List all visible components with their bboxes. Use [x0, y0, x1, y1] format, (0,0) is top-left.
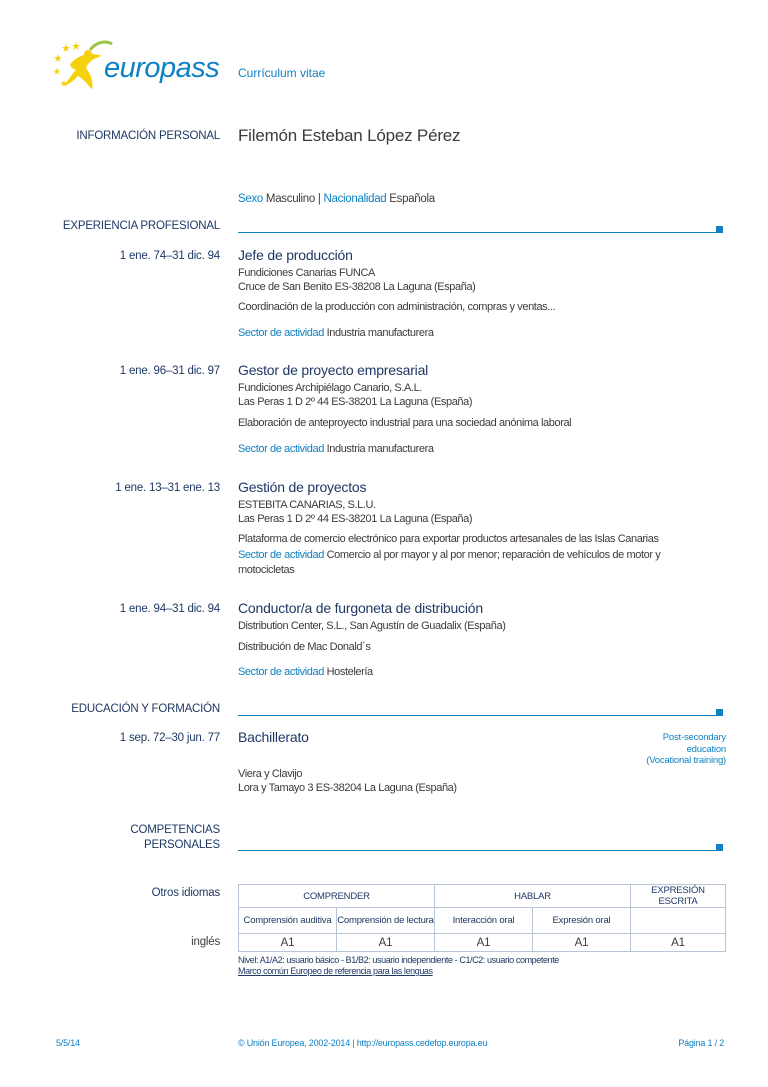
job-employer: Fundiciones Canarias FUNCA	[238, 267, 375, 279]
job-title: Gestor de proyecto empresarial	[238, 362, 429, 378]
nationality-value: Española	[389, 193, 435, 205]
subheader-reading: Comprensión de lectura	[337, 908, 435, 934]
competences-section-label	[130, 823, 220, 853]
framework-link[interactable]: Marco común Europeo de referencia para las lenguas	[238, 966, 433, 976]
nationality-label: Nacionalidad	[323, 193, 387, 205]
job-address: Las Peras 1 D 2º 44 ES-38201 La Laguna (España)	[238, 513, 473, 525]
subheader-interaction: Interacción oral	[435, 908, 533, 934]
job-sector-cont: motocicletas	[238, 564, 295, 576]
education-title: Bachillerato	[238, 729, 309, 745]
sector-label: Sector de actividad	[238, 327, 324, 339]
competences-label-line-1: COMPETENCIAS	[130, 824, 220, 836]
footer-page: Página 1 / 2	[678, 1038, 724, 1048]
level-writing: A1	[631, 934, 726, 952]
footer-date: 5/5/14	[56, 1038, 80, 1048]
job-dates: 1 ene. 74–31 dic. 94	[119, 250, 220, 262]
job-sector	[238, 327, 434, 339]
level-production: A1	[533, 934, 631, 952]
education-level-line-3: (Vocational training)	[646, 755, 726, 766]
level-interaction: A1	[435, 934, 533, 952]
experience-section-label: EXPERIENCIA PROFESIONAL	[62, 220, 220, 232]
job-sector	[238, 443, 434, 455]
education-section-label: EDUCACIÓN Y FORMACIÓN	[71, 703, 220, 715]
job-title: Conductor/a de furgoneta de distribución	[238, 600, 483, 616]
language-name: inglés	[191, 936, 220, 948]
personal-details	[238, 193, 435, 205]
other-languages-label: Otros idiomas	[151, 887, 220, 899]
sector-label: Sector de actividad	[238, 549, 324, 561]
sector-label: Sector de actividad	[238, 666, 324, 678]
competences-label-line-2: PERSONALES	[144, 839, 220, 851]
sector-value: Hostelería	[326, 666, 373, 678]
header-speaking: HABLAR	[435, 885, 631, 908]
job-employer: Fundiciones Archipiélago Canario, S.A.L.	[238, 382, 422, 394]
sex-value: Masculino	[265, 193, 315, 205]
job-employer: ESTEBITA CANARIAS, S.L.U.	[238, 499, 376, 511]
subheader-listening: Comprensión auditiva	[239, 908, 337, 934]
job-sector	[238, 549, 660, 561]
section-marker	[716, 844, 723, 851]
logo-text: europass	[104, 52, 220, 84]
education-dates: 1 sep. 72–30 jun. 77	[119, 732, 220, 744]
job-address: Las Peras 1 D 2º 44 ES-38201 La Laguna (España)	[238, 396, 473, 408]
level-reading: A1	[337, 934, 435, 952]
sector-value: Industria manufacturera	[326, 443, 434, 455]
section-divider	[238, 715, 716, 716]
job-description: Plataforma de comercio electrónico para exportar productos artesanales de las Islas Canarias	[238, 533, 659, 545]
section-marker	[716, 226, 723, 233]
header-understanding: COMPRENDER	[239, 885, 435, 908]
education-level-line-2: education	[686, 743, 726, 755]
section-marker	[716, 709, 723, 716]
subheader-production: Expresión oral	[533, 908, 631, 934]
job-dates: 1 ene. 94–31 dic. 94	[119, 603, 220, 615]
subheader-writing-empty	[631, 908, 726, 934]
separator: |	[317, 193, 321, 205]
sector-value: Comercio al por mayor y al por menor; reparación de vehículos de motor y	[326, 549, 661, 561]
job-dates: 1 ene. 96–31 dic. 97	[119, 365, 220, 377]
education-address: Lora y Tamayo 3 ES-38204 La Laguna (España)	[238, 782, 457, 794]
language-table	[238, 884, 726, 952]
job-description: Distribución de Mac Donald´s	[238, 641, 371, 653]
section-divider	[238, 232, 716, 233]
document-title: Currículum vitae	[238, 66, 326, 80]
job-sector	[238, 666, 373, 678]
job-title: Jefe de producción	[238, 247, 353, 263]
personal-section-label: INFORMACIÓN PERSONAL	[76, 130, 220, 142]
education-level	[600, 732, 726, 767]
person-name: Filemón Esteban López Pérez	[238, 126, 461, 145]
job-title: Gestión de proyectos	[238, 479, 367, 495]
job-dates: 1 ene. 13–31 ene. 13	[115, 482, 220, 494]
level-listening: A1	[239, 934, 337, 952]
europass-logo	[52, 40, 222, 95]
sector-label: Sector de actividad	[238, 443, 324, 455]
level-note: Nivel: A1/A2: usuario básico - B1/B2: usuario independiente - C1/C2: usuario competente	[238, 955, 559, 965]
footer-copyright: © Unión Europea, 2002-2014 | http://europass.cedefop.europa.eu	[238, 1038, 488, 1048]
sex-label: Sexo	[238, 193, 264, 205]
sector-value: Industria manufacturera	[326, 327, 434, 339]
job-address: Cruce de San Benito ES-38208 La Laguna (España)	[238, 281, 476, 293]
education-school: Viera y Clavijo	[238, 768, 303, 780]
job-employer: Distribution Center, S.L., San Agustín de Guadalix (España)	[238, 620, 506, 632]
header-writing: EXPRESIÓN ESCRITA	[631, 885, 726, 908]
section-divider	[238, 850, 716, 851]
job-description: Coordinación de la producción con administración, compras y ventas...	[238, 301, 556, 313]
education-level-line-1: Post-secondary	[662, 732, 726, 743]
job-description: Elaboración de anteproyecto industrial para una sociedad anónima laboral	[238, 417, 572, 429]
